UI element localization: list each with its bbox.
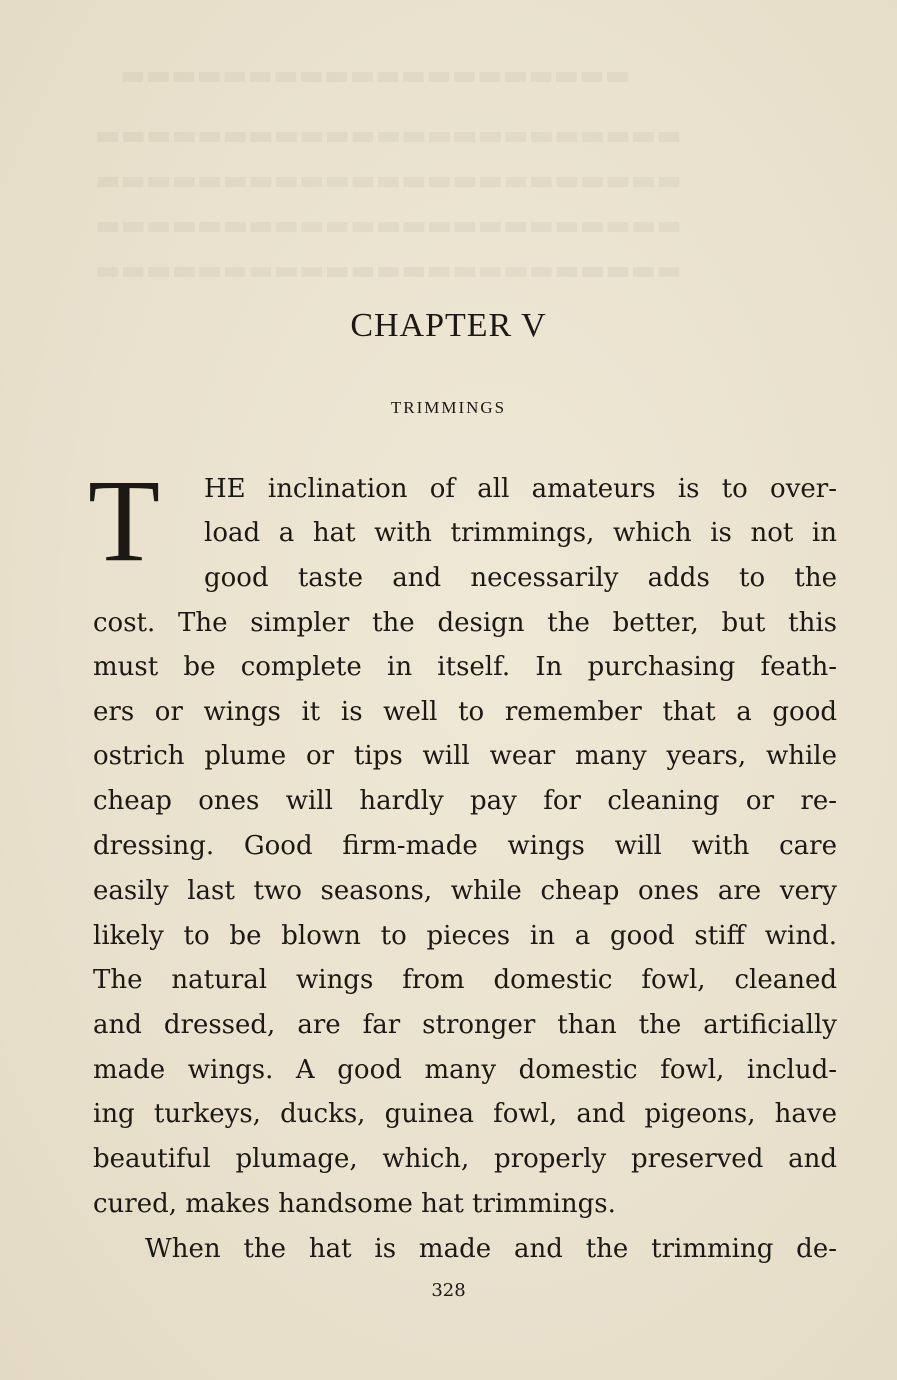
show-through-texture: ▬▬▬▬▬▬▬▬▬▬▬▬▬▬▬▬▬▬▬▬ xyxy=(120,60,631,91)
show-through-texture: ▬▬▬▬▬▬▬▬▬▬▬▬▬▬▬▬▬▬▬▬▬▬▬ xyxy=(95,165,682,196)
text-line: cost. The simpler the design the better, but this xyxy=(93,608,837,638)
text-line: HE inclination of all amateurs is to over- xyxy=(204,474,837,504)
text-line: ers or wings it is well to remember that a good xyxy=(93,697,837,727)
text-line: ing turkeys, ducks, guinea fowl, and pigeons, have xyxy=(93,1099,837,1129)
text-line: When the hat is made and the trimming de- xyxy=(145,1234,837,1264)
show-through-texture: ▬▬▬▬▬▬▬▬▬▬▬▬▬▬▬▬▬▬▬▬▬▬▬ xyxy=(95,120,682,151)
text-line: load a hat with trimmings, which is not in xyxy=(204,518,837,548)
text-line: ostrich plume or tips will wear many years, while xyxy=(93,741,837,771)
text-line: must be complete in itself. In purchasing feath- xyxy=(93,652,837,682)
text-line: easily last two seasons, while cheap ones are very xyxy=(93,876,837,906)
text-line: made wings. A good many domestic fowl, includ- xyxy=(93,1055,837,1085)
text-line: cured, makes handsome hat trimmings. xyxy=(93,1189,616,1219)
show-through-texture: ▬▬▬▬▬▬▬▬▬▬▬▬▬▬▬▬▬▬▬▬▬▬▬ xyxy=(95,210,682,241)
text-line: The natural wings from domestic fowl, cleaned xyxy=(93,965,837,995)
drop-cap: T xyxy=(88,455,161,586)
text-line: beautiful plumage, which, properly preserved and xyxy=(93,1144,837,1174)
chapter-heading: CHAPTER V xyxy=(350,307,547,344)
section-heading: TRIMMINGS xyxy=(390,398,507,417)
text-line: and dressed, are far stronger than the artificially xyxy=(93,1010,837,1040)
text-line: dressing. Good firm-made wings will with care xyxy=(93,831,837,861)
text-line: likely to be blown to pieces in a good stiff wind. xyxy=(93,921,837,951)
show-through-texture: ▬▬▬▬▬▬▬▬▬▬▬▬▬▬▬▬▬▬▬▬▬▬▬ xyxy=(95,255,682,286)
text-line: cheap ones will hardly pay for cleaning or re- xyxy=(93,786,837,816)
text-line: good taste and necessarily adds to the xyxy=(204,563,837,593)
page-number: 328 xyxy=(431,1280,466,1301)
